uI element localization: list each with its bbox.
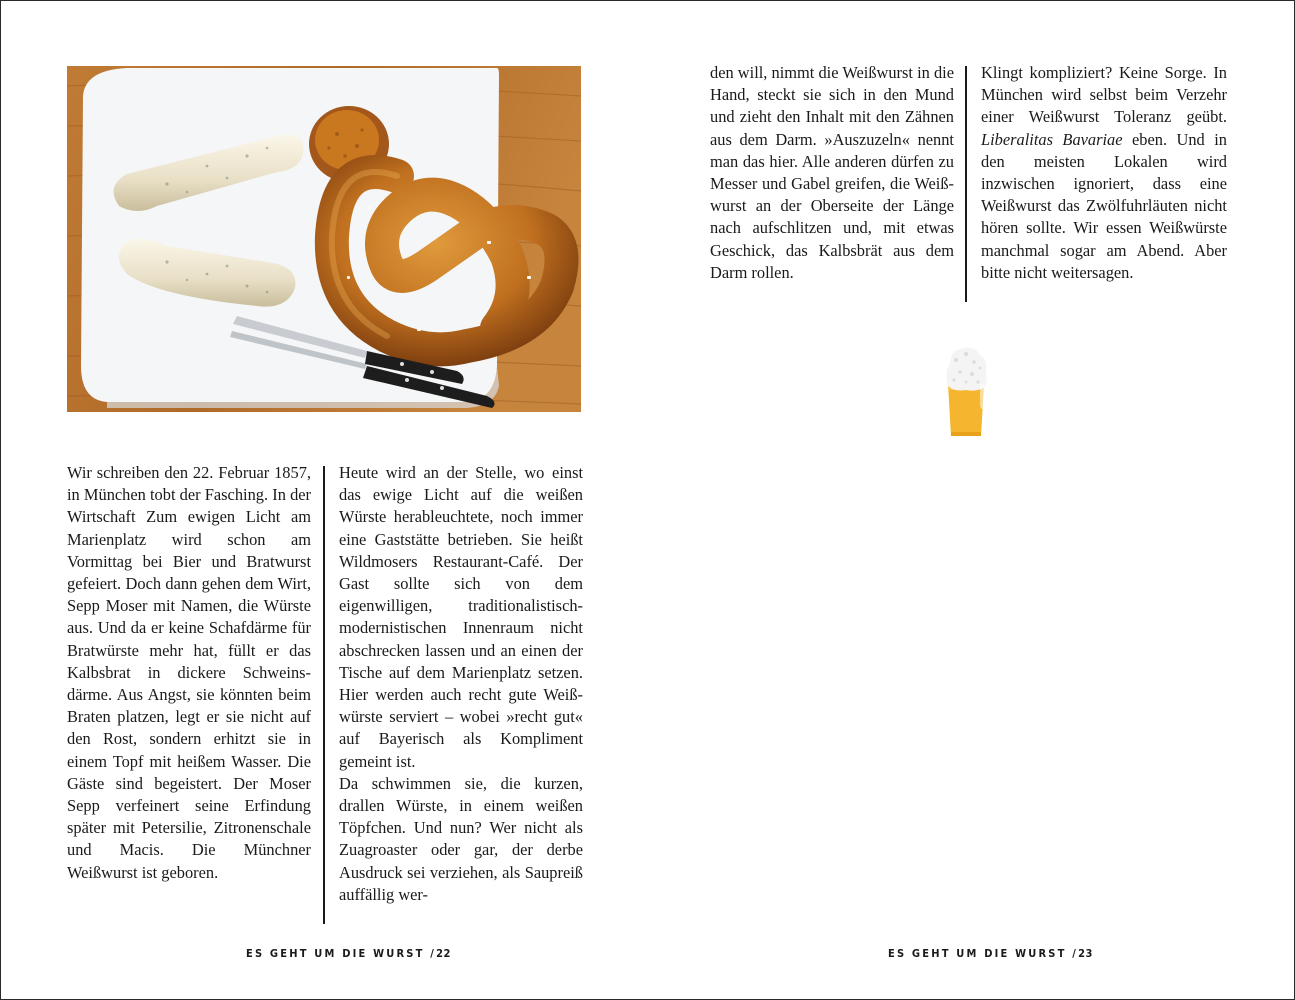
page-number: 23 (1078, 947, 1093, 960)
right-column-2-text-start: Klingt kompliziert? Keine Sorge. In München wird selbst beim Verzehr einer Weißwurst Toleranz geübt. (981, 63, 1227, 127)
left-page-footer (246, 947, 451, 960)
right-page-footer (888, 947, 1093, 960)
right-column-2-text-end: eben. Und in den meisten Lokalen wird inzwischen ignoriert, dass eine Weißwurst das Zwölfuhrläuten nicht hören sollte. Wir essen Weißwürste manchmal sogar am Abend. Aber bitte nicht weitersagen. (981, 129, 1227, 282)
running-title: ES GEHT UM DIE WURST (246, 947, 425, 960)
column-rule-right (965, 66, 967, 302)
running-title: ES GEHT UM DIE WURST (888, 947, 1067, 960)
right-column-1 (710, 62, 954, 284)
right-column-2 (981, 62, 1227, 284)
right-column-2-text (981, 62, 1227, 284)
latin-phrase: Liberalitas Bavariae (981, 129, 1123, 149)
photo-illustration (67, 66, 581, 412)
footer-separator: / (430, 947, 437, 960)
left-column-1 (67, 462, 311, 884)
left-column-2 (339, 462, 583, 906)
left-column-2-paragraph-2: Da schwimmen sie, die kurzen, drallen Würste, in einem weißen Töpfchen. Und nun? Wer nicht als Zuagroaster oder gar, der derbe Ausdruck sei verziehen, als Saupreiß auffällig wer- (339, 773, 583, 904)
right-column-1-text: den will, nimmt die Weißwurst in die Hand, steckt sie sich in den Mund und zieht den Inhalt mit den Zähnen aus dem Darm. »Auszuzeln« nennt man das hier. Alle anderen dürfen zu Messer und Gabel greifen, die Weißwurst an der Oberseite der Länge nach aufschlitzen und, mit etwas Geschick, das Kalbsbrät aus dem Darm rollen. (710, 63, 954, 282)
footer-separator: / (1072, 947, 1079, 960)
page-number: 22 (436, 947, 451, 960)
left-column-1-text: Wir schreiben den 22. Februar 1857, in München tobt der Fasching. In der Wirtschaft Zum ewigen Licht am Marienplatz wird schon am Vormittag bei Bier und Bratwurst gefeiert. Doch dann gehen dem Wirt, Sepp Moser mit Namen, die Würste aus. Und da er keine Schafdärme für Bratwürste mehr hat, füllt er das Kalbsbrat in dickere Schweinsdärme. Aus Angst, sie könnten beim Braten platzen, legt er sie nicht auf den Rost, sondern erhitzt sie in einem Topf mit heißem Wasser. Die Gäste sind begeistert. Der Moser Sepp verfeinert seine Erfindung später mit Petersilie, Zitronenschale und Macis. Die Münchner Weißwurst ist geboren. (67, 463, 311, 882)
beer-glass-icon (944, 346, 988, 440)
column-rule-left (323, 466, 325, 924)
weisswurst-plate-photo (67, 66, 581, 412)
left-column-2-paragraph-1: Heute wird an der Stelle, wo einst das ewige Licht auf die weißen Würste herableuchtete, noch immer eine Gaststätte betrieben. Sie heißt Wildmosers Restaurant-Café. Der Gast sollte sich von dem eigenwilligen, traditionalistisch-modernistischen Innenraum nicht abschrecken lassen und an einen der Tische auf dem Marienplatz setzen. Hier werden auch recht gute Weißwürste serviert – wobei »recht gut« auf Bayerisch als Kompliment gemeint ist. (339, 463, 583, 771)
